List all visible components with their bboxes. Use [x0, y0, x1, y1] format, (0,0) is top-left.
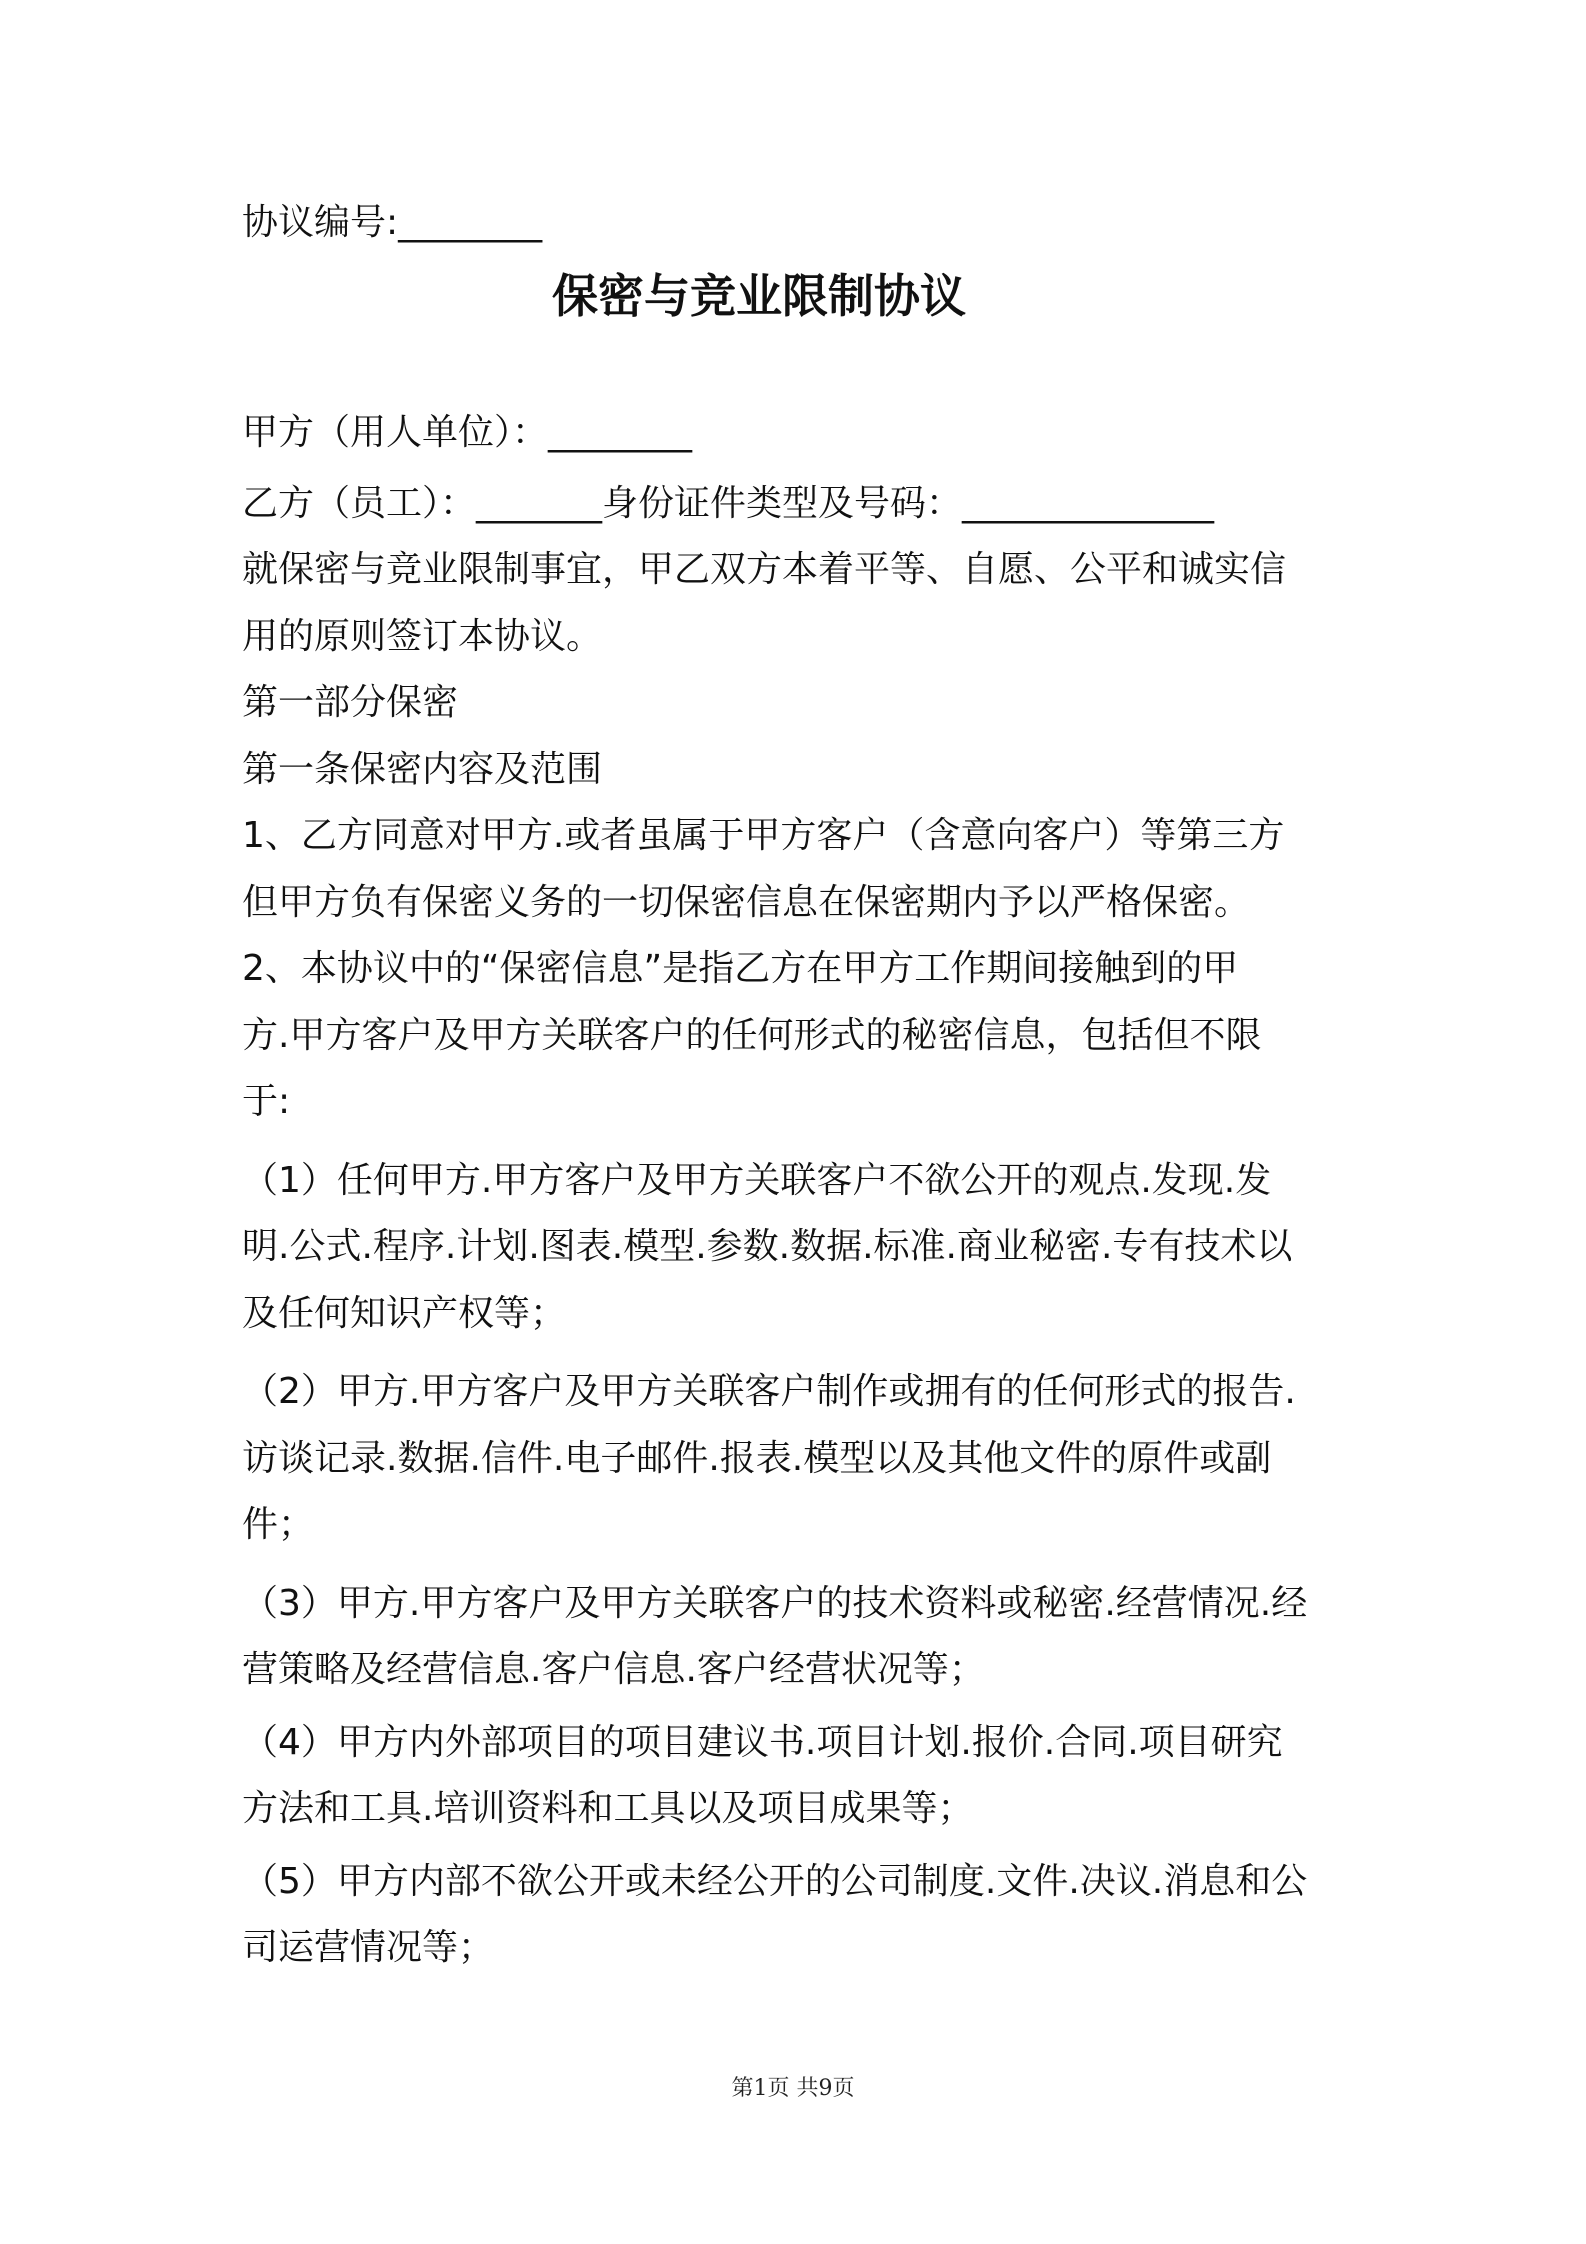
list-item-line: （2）甲方.甲方客户及甲方关联客户制作或拥有的任何形式的报告. [242, 1371, 1296, 1412]
list-item-line: （4）甲方内外部项目的项目建议书.项目计划.报价.合同.项目研究 [242, 1721, 1283, 1763]
document-body [242, 190, 1352, 1982]
list-item-line: （1）任何甲方.甲方客户及甲方关联客户不欲公开的观点.发现.发 [242, 1159, 1272, 1201]
page-footer: 第1页 共9页 [731, 2076, 855, 2101]
list-item-line: 明.公式.程序.计划.图表.模型.参数.数据.标准.商业秘密.专有技术以 [242, 1226, 1293, 1267]
list-item-line: 件； [242, 1504, 315, 1545]
list-item-line: 方法和工具.培训资料和工具以及项目成果等； [242, 1788, 974, 1829]
party-b-line: 乙方（员工）：_______身份证件类型及号码：______________ [242, 482, 1215, 524]
preamble-line: 就保密与竞业限制事宜，甲乙双方本着平等、自愿、公平和诚实信 [242, 549, 1287, 590]
list-item-line: 及任何知识产权等； [242, 1292, 567, 1334]
part-heading: 第一部分保密 [242, 682, 459, 723]
clause-line: 但甲方负有保密义务的一切保密信息在保密期内予以严格保密。 [242, 881, 1251, 923]
article-heading: 第一条保密内容及范围 [242, 748, 603, 790]
clause-line: 2、本协议中的“保密信息”是指乙方在甲方工作期间接触到的甲 [242, 948, 1239, 989]
agreement-number: 协议编号:________ [242, 202, 543, 243]
list-item-line: （3）甲方.甲方客户及甲方关联客户的技术资料或秘密.经营情况.经 [242, 1582, 1308, 1624]
list-item-line: （5）甲方内部不欲公开或未经公开的公司制度.文件.决议.消息和公 [242, 1860, 1308, 1902]
document-title: 保密与竞业限制协议 [552, 269, 966, 323]
clause-line: 于: [242, 1081, 291, 1122]
list-item-line: 访谈记录.数据.信件.电子邮件.报表.模型以及其他文件的原件或副 [242, 1437, 1272, 1479]
clause-line: 1、乙方同意对甲方.或者虽属于甲方客户（含意向客户）等第三方 [242, 815, 1285, 856]
clause-line: 方.甲方客户及甲方关联客户的任何形式的秘密信息，包括但不限 [242, 1014, 1262, 1056]
list-item-line: 营策略及经营信息.客户信息.客户经营状况等； [242, 1649, 985, 1690]
list-item-line: 司运营情况等； [242, 1927, 495, 1968]
party-a-line: 甲方（用人单位）：________ [242, 412, 693, 453]
preamble-line: 用的原则签订本协议。 [242, 615, 603, 657]
